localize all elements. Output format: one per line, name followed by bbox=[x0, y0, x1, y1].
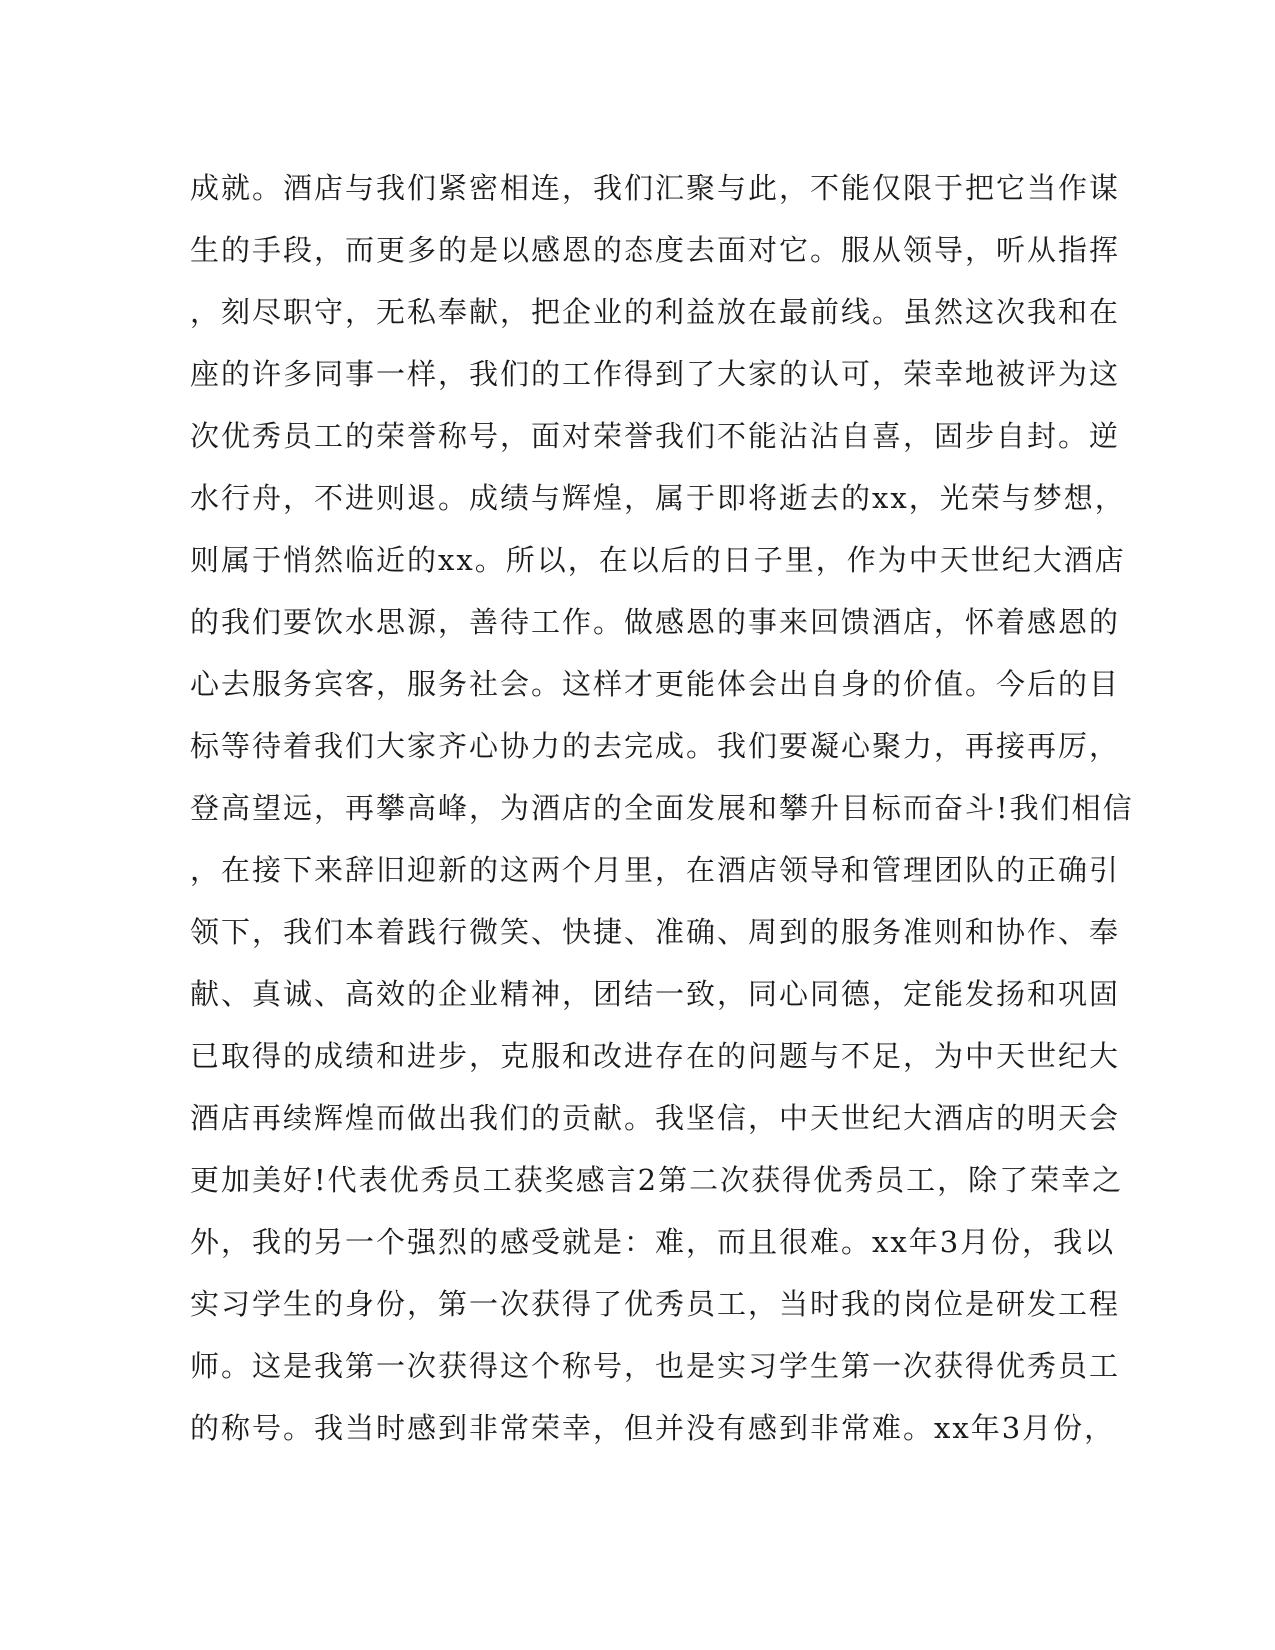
text-line: 水行舟，不进则退。成绩与辉煌，属于即将逝去的xx，光荣与梦想， bbox=[190, 481, 1126, 515]
text-line: 师。这是我第一次获得这个称号，也是实习学生第一次获得优秀员工 bbox=[190, 1349, 1121, 1383]
text-line: 则属于悄然临近的xx。所以，在以后的日子里，作为中天世纪大酒店 bbox=[190, 543, 1126, 577]
text-line: 外，我的另一个强烈的感受就是：难，而且很难。xx年3月份，我以 bbox=[190, 1225, 1116, 1259]
text-line: 献、真诚、高效的企业精神，团结一致，同心同德，定能发扬和巩固 bbox=[190, 977, 1121, 1011]
text-line: 已取得的成绩和进步，克服和改进存在的问题与不足，为中天世纪大 bbox=[190, 1039, 1121, 1073]
text-line: 次优秀员工的荣誉称号，面对荣誉我们不能沾沾自喜，固步自封。逆 bbox=[190, 419, 1121, 453]
text-line: ，刻尽职守，无私奉献，把企业的利益放在最前线。虽然这次我和在 bbox=[190, 295, 1121, 329]
text-line: 的我们要饮水思源，善待工作。做感恩的事来回馈酒店，怀着感恩的 bbox=[190, 605, 1121, 639]
text-line: 标等待着我们大家齐心协力的去完成。我们要凝心聚力，再接再厉， bbox=[190, 729, 1121, 763]
text-line: 登高望远，再攀高峰，为酒店的全面发展和攀升目标而奋斗!我们相信 bbox=[190, 791, 1134, 825]
text-line: 领下，我们本着践行微笑、快捷、准确、周到的服务准则和协作、奉 bbox=[190, 915, 1121, 949]
text-line: ，在接下来辞旧迎新的这两个月里，在酒店领导和管理团队的正确引 bbox=[190, 853, 1121, 887]
text-line: 心去服务宾客，服务社会。这样才更能体会出自身的价值。今后的目 bbox=[190, 667, 1121, 701]
text-line: 成就。酒店与我们紧密相连，我们汇聚与此，不能仅限于把它当作谋 bbox=[190, 171, 1121, 205]
text-line: 的称号。我当时感到非常荣幸，但并没有感到非常难。xx年3月份， bbox=[190, 1411, 1116, 1445]
text-line: 酒店再续辉煌而做出我们的贡献。我坚信，中天世纪大酒店的明天会 bbox=[190, 1101, 1121, 1135]
text-line: 实习学生的身份，第一次获得了优秀员工，当时我的岗位是研发工程 bbox=[190, 1287, 1121, 1321]
text-line: 座的许多同事一样，我们的工作得到了大家的认可，荣幸地被评为这 bbox=[190, 357, 1121, 391]
text-line: 更加美好!代表优秀员工获奖感言2第二次获得优秀员工，除了荣幸之 bbox=[190, 1163, 1124, 1197]
body-text bbox=[190, 157, 1134, 1459]
text-line: 生的手段，而更多的是以感恩的态度去面对它。服从领导，听从指挥 bbox=[190, 233, 1121, 267]
